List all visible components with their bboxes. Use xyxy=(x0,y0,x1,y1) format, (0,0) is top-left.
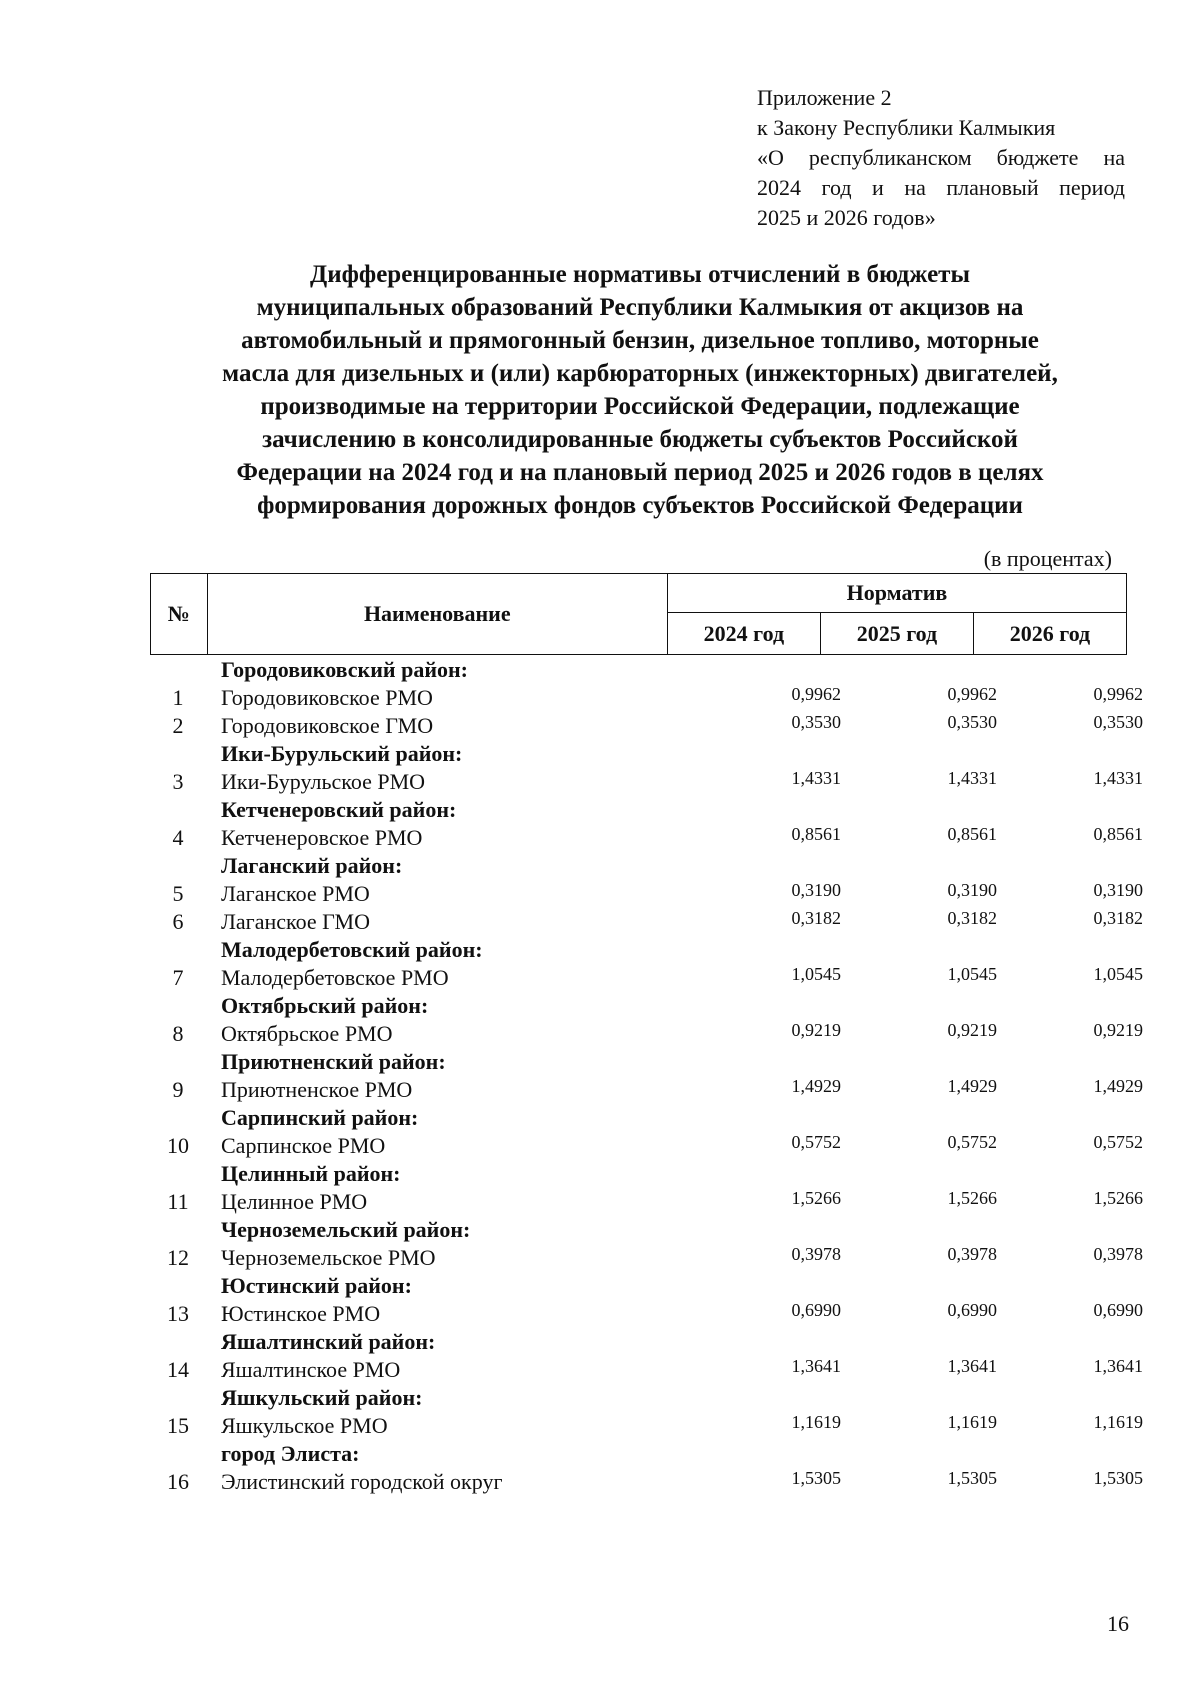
row-number: 3 xyxy=(172,769,184,794)
row-number: 16 xyxy=(167,1469,189,1494)
district-name: Яшкульский район: xyxy=(221,1385,423,1410)
value-2024: 0,5752 xyxy=(791,1132,841,1152)
value-2026: 1,5266 xyxy=(1093,1188,1143,1208)
value-2025: 0,8561 xyxy=(947,824,997,844)
value-2024: 1,4331 xyxy=(791,768,841,788)
appendix-line: к Закону Республики Калмыкия xyxy=(757,115,1056,140)
row-name: Ики-Бурульское РМО xyxy=(221,769,426,794)
district-name: город Элиста: xyxy=(221,1441,360,1466)
value-2024: 1,5266 xyxy=(791,1188,841,1208)
page-number: 16 xyxy=(1107,1611,1129,1636)
row-number: 9 xyxy=(172,1077,184,1102)
value-2024: 0,8561 xyxy=(791,824,841,844)
district-name: Малодербетовский район: xyxy=(221,937,483,962)
row-name: Элистинский городской округ xyxy=(221,1469,503,1494)
header-year-2024: 2024 год xyxy=(667,613,820,655)
value-2026: 0,9219 xyxy=(1093,1020,1143,1040)
value-2025: 1,4331 xyxy=(947,768,997,788)
table-row xyxy=(150,908,1143,936)
value-2024: 0,3182 xyxy=(791,908,841,928)
table-row xyxy=(150,1020,1143,1048)
row-name: Малодербетовское РМО xyxy=(221,965,449,990)
value-2025: 0,3190 xyxy=(947,880,997,900)
value-2026: 1,5305 xyxy=(1093,1468,1143,1488)
value-2025: 1,5266 xyxy=(947,1188,997,1208)
value-2025: 1,5305 xyxy=(947,1468,997,1488)
value-2024: 0,9219 xyxy=(791,1020,841,1040)
units-note: (в процентах) xyxy=(983,546,1112,571)
row-number: 5 xyxy=(172,881,184,906)
district-row xyxy=(150,1496,1127,1524)
row-name: Юстинское РМО xyxy=(221,1301,381,1326)
header-name: Наименование xyxy=(207,574,667,655)
table-row xyxy=(150,1356,1143,1384)
value-2025: 0,9962 xyxy=(947,684,997,704)
value-2026: 0,3182 xyxy=(1093,908,1143,928)
row-number: 1 xyxy=(172,685,184,710)
title-line: муниципальных образований Республики Калмыкия от акцизов на xyxy=(256,294,1024,321)
row-name: Городовиковское РМО xyxy=(221,685,433,710)
row-number: 13 xyxy=(167,1301,189,1326)
title-line: масла для дизельных и (или) карбюраторных (инжекторных) двигателей, xyxy=(222,360,1058,387)
table-row xyxy=(150,1524,1127,1552)
district-name: Городовиковский район: xyxy=(221,657,468,682)
value-2025: 0,3530 xyxy=(947,712,997,732)
title-line: зачислению в консолидированные бюджеты субъектов Российской xyxy=(262,426,1018,453)
value-2026: 0,8561 xyxy=(1093,824,1143,844)
value-2026: 0,3978 xyxy=(1093,1244,1143,1264)
table-row xyxy=(150,712,1143,740)
row-number: 7 xyxy=(172,965,184,990)
value-2025: 0,6990 xyxy=(947,1300,997,1320)
row-number: 4 xyxy=(172,825,184,850)
value-2024: 1,1619 xyxy=(791,1412,841,1432)
title-line: формирования дорожных фондов субъектов Российской Федерации xyxy=(257,492,1023,519)
header-year-2026: 2026 год xyxy=(973,613,1126,655)
district-name: Юстинский район: xyxy=(221,1273,412,1298)
row-name: Кетченеровское РМО xyxy=(221,825,423,850)
appendix-line: «О республиканском бюджете на xyxy=(757,145,1125,170)
table-row xyxy=(150,1076,1143,1104)
value-2026: 1,3641 xyxy=(1093,1356,1143,1376)
row-number: 12 xyxy=(167,1245,189,1270)
district-name: Кетченеровский район: xyxy=(221,797,457,822)
value-2024: 1,3641 xyxy=(791,1356,841,1376)
district-name: Приютненский район: xyxy=(221,1049,446,1074)
table-row xyxy=(150,1300,1143,1328)
row-name: Черноземельское РМО xyxy=(221,1245,436,1270)
document-title xyxy=(140,258,1140,522)
value-2026: 1,4929 xyxy=(1093,1076,1143,1096)
value-2026: 0,3190 xyxy=(1093,880,1143,900)
table-row xyxy=(150,1132,1143,1160)
value-2026: 0,9962 xyxy=(1093,684,1143,704)
appendix-line: Приложение 2 xyxy=(757,85,892,110)
district-name: Октябрьский район: xyxy=(221,993,429,1018)
table-body xyxy=(150,656,1143,1552)
row-name: Сарпинское РМО xyxy=(221,1133,386,1158)
table-row xyxy=(150,768,1143,796)
appendix-note xyxy=(757,83,1125,233)
value-2026: 0,3530 xyxy=(1093,712,1143,732)
table-row xyxy=(150,1468,1143,1496)
value-2026: 0,5752 xyxy=(1093,1132,1143,1152)
value-2024: 1,5305 xyxy=(791,1468,841,1488)
row-number: 6 xyxy=(172,909,184,934)
header-norm: Норматив xyxy=(667,574,1126,613)
value-2025: 0,5752 xyxy=(947,1132,997,1152)
row-number: 15 xyxy=(167,1413,189,1438)
header-number: № xyxy=(151,574,208,655)
row-name: Целинное РМО xyxy=(221,1189,368,1214)
title-line: автомобильный и прямогонный бензин, дизельное топливо, моторные xyxy=(241,327,1039,354)
value-2024: 0,3190 xyxy=(791,880,841,900)
value-2024: 0,9962 xyxy=(791,684,841,704)
row-name: Городовиковское ГМО xyxy=(221,713,434,738)
row-number: 10 xyxy=(167,1133,189,1158)
value-2025: 0,3182 xyxy=(947,908,997,928)
title-line: Дифференцированные нормативы отчислений в бюджеты xyxy=(310,261,970,288)
row-name: Яшалтинское РМО xyxy=(221,1357,401,1382)
district-name: Сарпинский район: xyxy=(221,1105,419,1130)
row-number: 8 xyxy=(172,1021,184,1046)
value-2025: 0,3978 xyxy=(947,1244,997,1264)
value-2025: 0,9219 xyxy=(947,1020,997,1040)
district-name: Черноземельский район: xyxy=(221,1217,471,1242)
title-line: Федерации на 2024 год и на плановый период 2025 и 2026 годов в целях xyxy=(236,459,1044,486)
value-2024: 1,0545 xyxy=(791,964,841,984)
district-name: Ики-Бурульский район: xyxy=(221,741,463,766)
value-2026: 1,4331 xyxy=(1093,768,1143,788)
value-2025: 1,4929 xyxy=(947,1076,997,1096)
title-line: производимые на территории Российской Федерации, подлежащие xyxy=(260,393,1020,420)
row-name: Лаганское РМО xyxy=(221,881,370,906)
table-row xyxy=(150,1412,1143,1440)
row-name: Октябрьское РМО xyxy=(221,1021,393,1046)
district-name: Яшалтинский район: xyxy=(221,1329,436,1354)
appendix-line: 2025 и 2026 годов» xyxy=(757,205,936,230)
table-row xyxy=(150,824,1143,852)
value-2026: 0,6990 xyxy=(1093,1300,1143,1320)
table-header xyxy=(150,573,1127,655)
row-number: 11 xyxy=(167,1189,189,1214)
header-year-2025: 2025 год xyxy=(820,613,973,655)
value-2024: 1,4929 xyxy=(791,1076,841,1096)
district-name: Целинный район: xyxy=(221,1161,401,1186)
value-2024: 0,6990 xyxy=(791,1300,841,1320)
district-name: Лаганский район: xyxy=(221,853,403,878)
value-2025: 1,3641 xyxy=(947,1356,997,1376)
value-2026: 1,0545 xyxy=(1093,964,1143,984)
value-2024: 0,3530 xyxy=(791,712,841,732)
table-row xyxy=(150,1244,1143,1272)
table-row xyxy=(150,1188,1143,1216)
row-name: Яшкульское РМО xyxy=(221,1413,388,1438)
row-number: 2 xyxy=(172,713,184,738)
value-2025: 1,1619 xyxy=(947,1412,997,1432)
value-2025: 1,0545 xyxy=(947,964,997,984)
table-row xyxy=(150,964,1143,992)
appendix-line: 2024 год и на плановый период xyxy=(757,175,1125,200)
row-number: 14 xyxy=(167,1357,189,1382)
value-2026: 1,1619 xyxy=(1093,1412,1143,1432)
value-2024: 0,3978 xyxy=(791,1244,841,1264)
row-name: Лаганское ГМО xyxy=(221,909,370,934)
row-name: Приютненское РМО xyxy=(221,1077,413,1102)
